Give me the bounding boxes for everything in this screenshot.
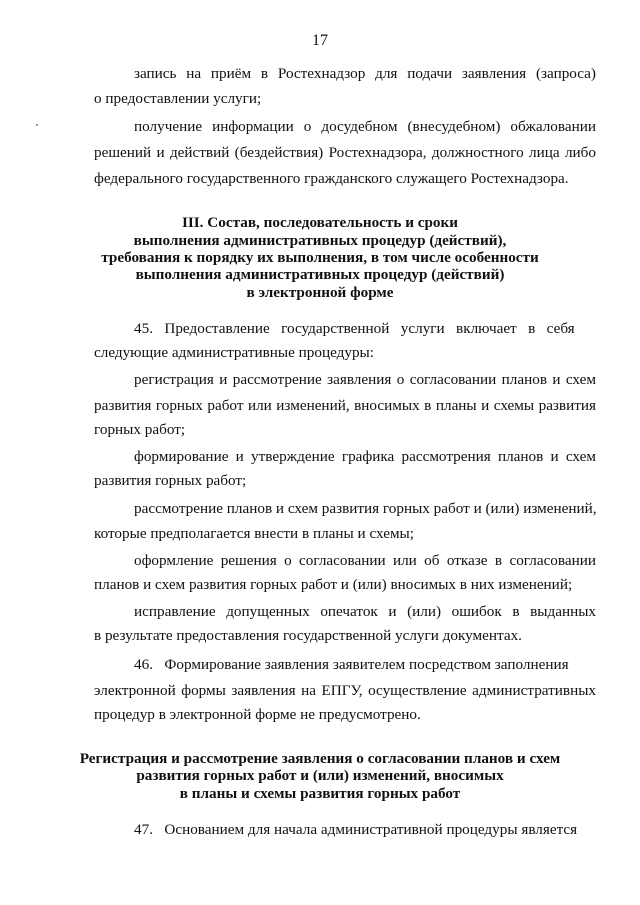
paragraph-line: получение информации о досудебном (внесудебном) обжаловании xyxy=(134,118,596,135)
section-heading-line: требования к порядку их выполнения, в том числе особенности xyxy=(101,249,539,266)
list-item-line: горных работ; xyxy=(94,421,186,438)
subsection-heading-line: Регистрация и рассмотрение заявления о согласовании планов и схем xyxy=(79,750,561,767)
section-heading-line: выполнения административных процедур (действий) xyxy=(135,266,505,283)
paragraph-line: решений и действий (бездействия) Ростехнадзора, должностного лица либо xyxy=(94,144,596,161)
paragraph-line: процедур в электронной форме не предусмотрено. xyxy=(94,706,421,723)
subsection-heading-line: развития горных работ и (или) изменений, вносимых xyxy=(136,767,504,784)
section-heading-line: в электронной форме xyxy=(246,284,394,301)
section-heading-line: III. Состав, последовательность и сроки xyxy=(181,214,459,231)
paragraph-line: 47. Основанием для начала административной процедуры является xyxy=(134,821,578,838)
paragraph-line: 45. Предоставление государственной услуги включает в себя xyxy=(134,320,575,337)
scan-speck xyxy=(36,124,38,126)
list-item-line: развития горных работ или изменений, вносимых в планы и схемы развития xyxy=(94,397,596,414)
paragraph-line: о предоставлении услуги; xyxy=(94,90,262,107)
paragraph-line: следующие административные процедуры: xyxy=(94,344,374,361)
list-item-line: исправление допущенных опечаток и (или) ошибок в выданных xyxy=(134,603,596,620)
section-heading-line: выполнения административных процедур (действий), xyxy=(133,232,507,249)
paragraph-line: 46. Формирование заявления заявителем посредством заполнения xyxy=(134,656,569,673)
list-item-line: регистрация и рассмотрение заявления о согласовании планов и схем xyxy=(134,371,596,388)
paragraph-line: федерального государственного гражданского служащего Ростехнадзора. xyxy=(94,170,569,187)
subsection-heading-line: в планы и схемы развития горных работ xyxy=(179,785,461,802)
paragraph-line: запись на приём в Ростехнадзор для подачи заявления (запроса) xyxy=(134,65,596,82)
list-item-line: планов и схем развития горных работ и (или) вносимых в них изменений; xyxy=(94,576,573,593)
list-item-line: оформление решения о согласовании или об отказе в согласовании xyxy=(134,552,596,569)
list-item-line: развития горных работ; xyxy=(94,472,247,489)
list-item-line: формирование и утверждение графика рассмотрения планов и схем xyxy=(134,448,596,465)
list-item-line: которые предполагается внести в планы и схемы; xyxy=(94,525,414,542)
list-item-line: в результате предоставления государственной услуги документах. xyxy=(94,627,522,644)
paragraph-line: электронной формы заявления на ЕПГУ, осуществление административных xyxy=(94,682,596,699)
list-item-line: рассмотрение планов и схем развития горных работ и (или) изменений, xyxy=(134,500,597,517)
page-number: 17 xyxy=(312,32,328,49)
